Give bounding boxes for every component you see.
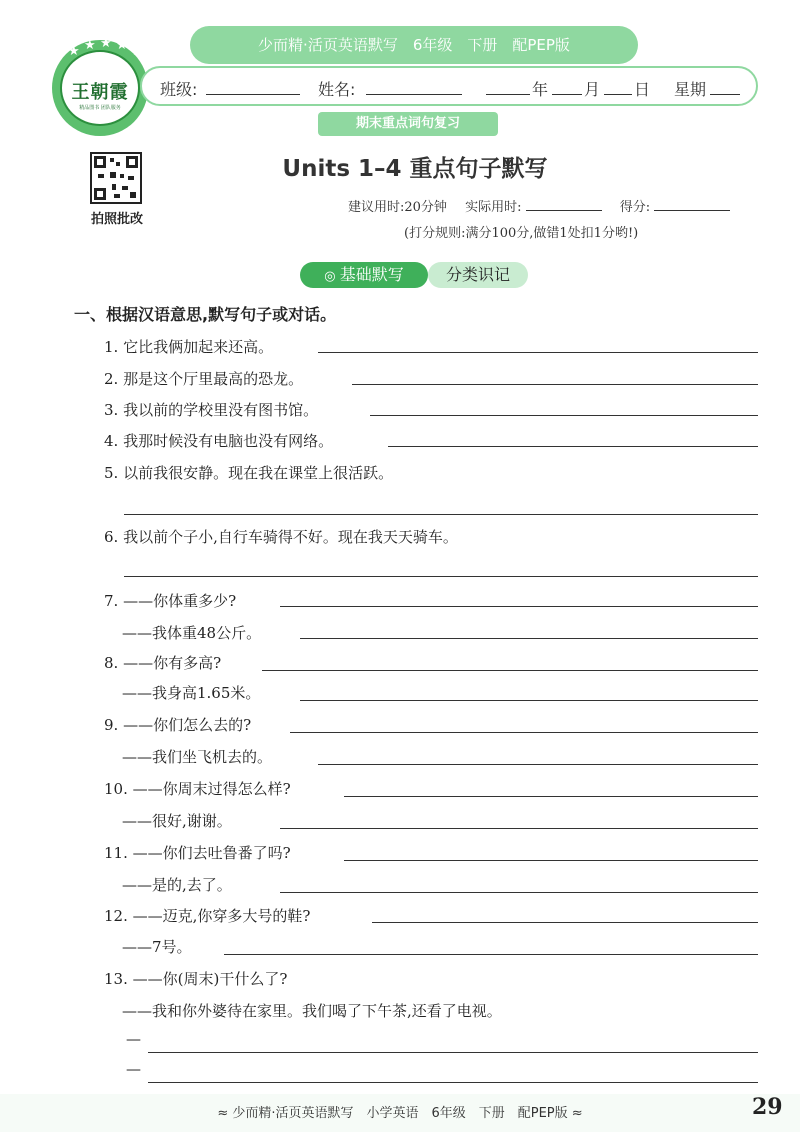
question-prompt: 13. ——你(周末)干什么了? [104,970,288,988]
answer-line[interactable] [224,954,758,955]
category-pill: 分类识记 [428,262,528,288]
page-number: 29 [752,1094,783,1120]
score-label: 得分: [619,200,651,215]
question-prompt: 1. 它比我俩加起来还高。 [104,338,274,356]
year-field[interactable] [486,78,530,95]
answer-prompt: ——我们坐飞机去的。 [122,748,273,766]
dialogue-dash: — [126,1030,141,1048]
logo-subtext: 精品图书 团队服务 [79,105,121,111]
star-icon: ★ [100,36,112,51]
answer-prompt: ——我身高1.65米。 [122,684,261,702]
star-icon: ★ [116,38,128,53]
question-prompt: 8. ——你有多高? [104,654,222,672]
answer-line[interactable] [352,384,758,385]
answer-prompt: ——我和你外婆待在家里。我们喝了下午茶,还看了电视。 [122,1002,502,1020]
name-label: 姓名: [318,80,356,99]
week-field[interactable] [710,78,740,95]
year-label: 年 [532,80,549,99]
qr-code[interactable] [90,152,142,204]
answer-line[interactable] [300,638,758,639]
answer-line[interactable] [300,700,758,701]
question-prompt: 12. ——迈克,你穿多大号的鞋? [104,907,311,925]
question-prompt: 2. 那是这个厅里最高的恐龙。 [104,370,304,388]
star-icon: ★ [68,44,80,59]
answer-line[interactable] [318,764,758,765]
dialogue-dash: — [126,1060,141,1078]
class-field[interactable] [206,78,300,95]
day-field[interactable] [604,78,632,95]
qr-code-icon [92,154,140,202]
logo-text: 王朝霞 [71,82,129,103]
question-prompt: 5. 以前我很安静。现在我在课堂上很活跃。 [104,464,394,482]
class-label: 班级: [160,80,198,99]
answer-line[interactable] [280,828,758,829]
answer-line[interactable] [344,860,758,861]
answer-line[interactable] [280,892,758,893]
month-label: 月 [584,80,601,99]
week-label: 星期 [674,80,707,99]
score-field[interactable] [654,198,730,211]
answer-line[interactable] [280,606,758,607]
answer-line[interactable] [388,446,758,447]
question-prompt: 3. 我以前的学校里没有图书馆。 [104,401,319,419]
month-field[interactable] [552,78,582,95]
section-tag: 期末重点词句复习 [318,112,498,136]
timing-row [348,196,730,215]
qr-label: 拍照批改 [90,212,143,227]
star-icon: ★ [131,44,143,59]
question-prompt: 4. 我那时候没有电脑也没有网络。 [104,432,334,450]
actual-time-label: 实际用时: [465,200,522,215]
actual-time-field[interactable] [526,198,602,211]
question-prompt: 7. ——你体重多少? [104,592,237,610]
medal-icon: ◎ [324,269,340,284]
star-icon: ★ [84,38,96,53]
answer-prompt: ——是的,去了。 [122,876,232,894]
answer-line[interactable] [344,796,758,797]
answer-line[interactable] [262,670,758,671]
question-prompt: 6. 我以前个子小,自行车骑得不好。现在我天天骑车。 [104,528,458,546]
answer-line[interactable] [318,352,758,353]
answer-prompt: ——我体重48公斤。 [122,624,262,642]
answer-line[interactable] [124,576,758,577]
question-prompt: 11. ——你们去吐鲁番了吗? [104,844,291,862]
basic-dictation-pill [300,262,428,288]
scoring-rule: (打分规则:满分100分,做错1处扣1分哟!) [404,226,639,241]
answer-line[interactable] [372,922,758,923]
question-prompt: 10. ——你周末过得怎么样? [104,780,291,798]
answer-line[interactable] [370,415,758,416]
day-label: 日 [634,80,651,99]
answer-prompt: ——很好,谢谢。 [122,812,232,830]
student-info-bar [140,66,758,106]
footer-text: ≈ 少而精·活页英语默写 小学英语 6年级 下册 配PEP版 ≈ [217,1106,583,1121]
suggested-time: 建议用时:20分钟 [348,200,447,215]
answer-line[interactable] [290,732,758,733]
page-title: Units 1–4 重点句子默写 [282,156,548,182]
answer-line[interactable] [124,514,758,515]
answer-line[interactable] [148,1052,758,1053]
answer-prompt: ——7号。 [122,938,192,956]
section-heading: 一、根据汉语意思,默写句子或对话。 [74,305,337,324]
name-field[interactable] [366,78,462,95]
question-prompt: 9. ——你们怎么去的? [104,716,252,734]
book-banner: 少而精·活页英语默写 6年级 下册 配PEP版 [190,26,638,64]
answer-line[interactable] [148,1082,758,1083]
pill-label: 基础默写 [339,265,404,284]
